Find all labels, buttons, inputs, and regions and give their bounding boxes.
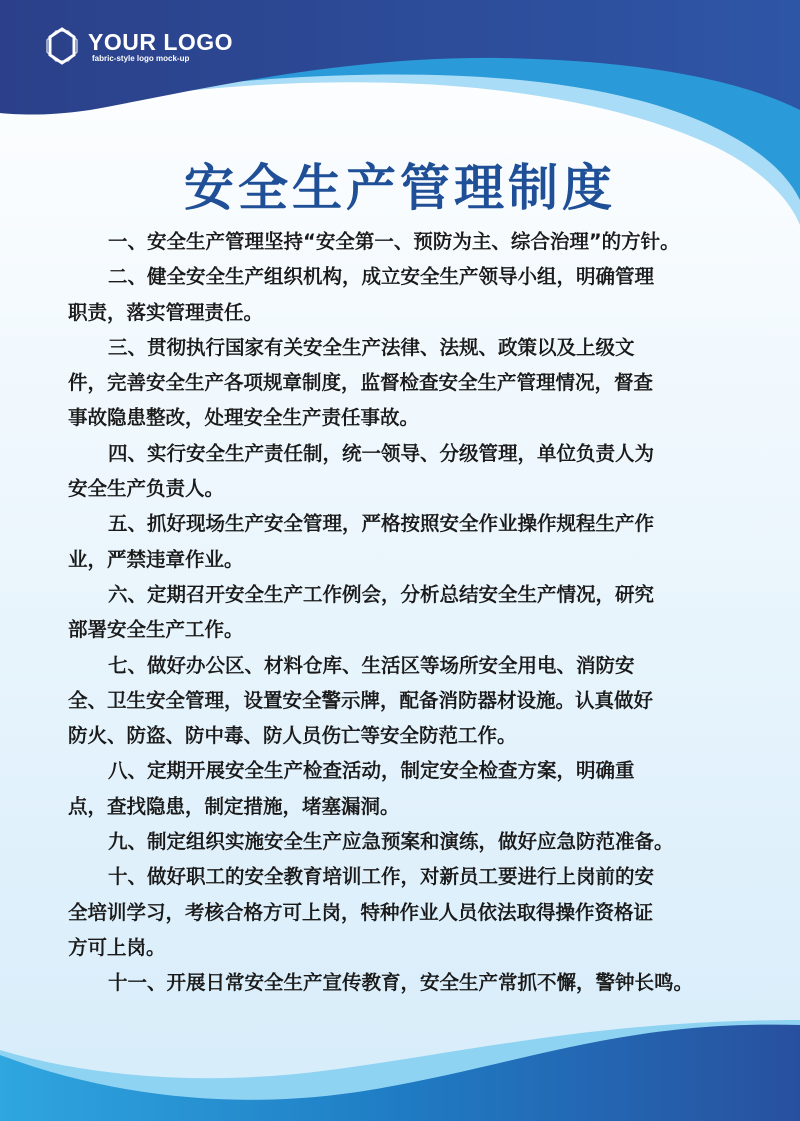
regulation-line: 一、安全生产管理坚持“安全第一、预防为主、综合治理”的方针。 [108, 230, 680, 253]
regulation-line: 三、贯彻执行国家有关安全生产法律、法规、政策以及上级文 [108, 335, 635, 359]
logo-octagram-icon [42, 26, 82, 66]
regulation-item [68, 824, 748, 859]
regulation-item [68, 330, 748, 436]
regulation-line: 十一、开展日常安全生产宣传教育，安全生产常抓不懈，警钟长鸣。 [108, 971, 694, 995]
regulation-line: 九、制定组织实施安全生产应急预案和演练，做好应急防范准备。 [108, 830, 674, 854]
regulation-line: 安全生产负责人。 [68, 477, 225, 501]
logo-subtitle: fabric-style logo mock-up [92, 53, 190, 63]
regulation-line: 方可上岗。 [68, 935, 166, 959]
regulation-item [68, 859, 748, 965]
logo-title: YOUR LOGO [88, 28, 234, 55]
regulation-line: 五、抓好现场生产安全管理，严格按照安全作业操作规程生产作 [108, 512, 655, 536]
regulation-line: 部署安全生产工作。 [68, 618, 244, 642]
regulation-item [68, 506, 748, 577]
regulation-line: 六、定期召开安全生产工作例会，分析总结安全生产情况，研究 [108, 582, 655, 606]
regulation-line: 二、健全安全生产组织机构，成立安全生产领导小组，明确管理 [108, 265, 655, 289]
regulation-line: 全培训学习，考核合格方可上岗，特种作业人员依法取得操作资格证 [68, 900, 654, 924]
logo [42, 26, 233, 66]
regulation-line: 七、做好办公区、材料仓库、生活区等场所安全用电、消防安 [108, 653, 635, 677]
regulation-line: 事故隐患整改，处理安全生产责任事故。 [68, 406, 420, 430]
regulation-item [68, 753, 748, 824]
regulation-line: 防火、防盗、防中毒、防人员伤亡等安全防范工作。 [68, 724, 517, 748]
regulation-line: 点，查找隐患，制定措施，堵塞漏洞。 [68, 794, 400, 818]
regulation-line: 十、做好职工的安全教育培训工作，对新员工要进行上岗前的安 [108, 865, 655, 889]
regulation-item [68, 965, 748, 1000]
regulation-line: 全、卫生安全管理，设置安全警示牌，配备消防器材设施。认真做好 [68, 688, 654, 712]
regulation-item [68, 259, 748, 330]
regulation-line: 职责，落实管理责任。 [68, 300, 264, 324]
regulation-item [68, 224, 748, 259]
regulation-item [68, 648, 748, 754]
regulation-body [68, 224, 748, 1001]
page-title: 安全生产管理制度 [184, 159, 616, 217]
regulation-line: 业，严禁违章作业。 [68, 547, 244, 571]
regulation-line: 件，完善安全生产各项规章制度，监督检查安全生产管理情况，督查 [68, 371, 654, 395]
regulation-item [68, 436, 748, 507]
regulation-line: 四、实行安全生产责任制，统一领导、分级管理，单位负责人为 [108, 441, 655, 465]
regulation-line: 八、定期开展安全生产检查活动，制定安全检查方案，明确重 [108, 759, 635, 783]
regulation-item [68, 577, 748, 648]
